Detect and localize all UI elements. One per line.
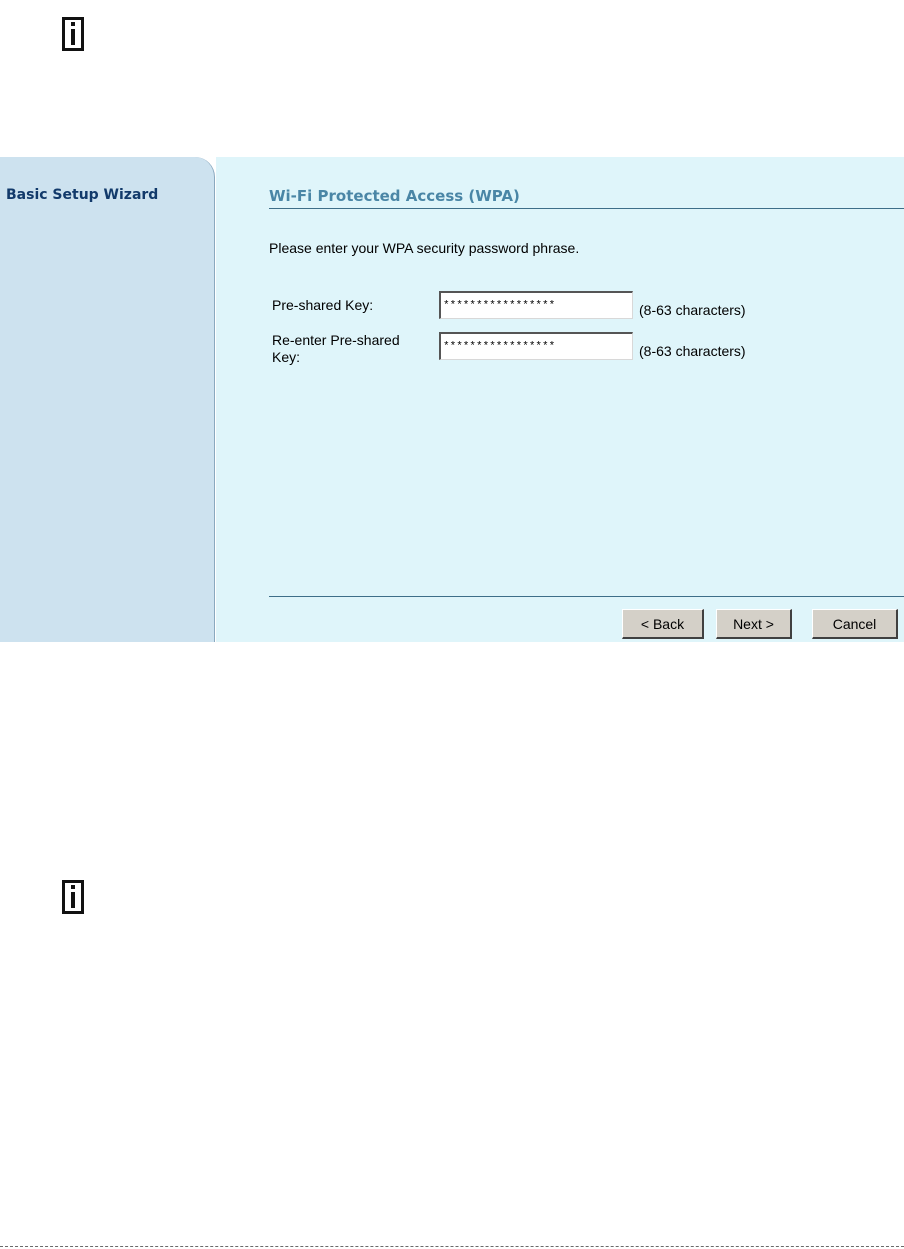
re-enter-key-input[interactable] (439, 332, 633, 360)
pre-shared-key-hint: (8-63 characters) (639, 302, 746, 318)
wizard-content (216, 157, 904, 642)
page-title: Wi-Fi Protected Access (WPA) (269, 187, 520, 205)
page-footer-divider (0, 1246, 904, 1247)
pre-shared-key-label: Pre-shared Key: (272, 297, 374, 313)
next-button[interactable]: Next > (716, 609, 792, 639)
pre-shared-key-input[interactable] (439, 291, 633, 319)
re-enter-key-label: Re-enter Pre-shared Key: (272, 332, 400, 365)
info-note-icon (62, 880, 84, 914)
back-button[interactable]: < Back (622, 609, 704, 639)
title-divider (269, 208, 904, 209)
re-enter-key-hint: (8-63 characters) (639, 343, 746, 359)
sidebar (0, 157, 215, 642)
instruction-text: Please enter your WPA security password phrase. (269, 240, 580, 256)
footer-divider (269, 596, 904, 597)
info-note-icon (62, 17, 84, 51)
cancel-button[interactable]: Cancel (812, 609, 898, 639)
sidebar-title[interactable]: Basic Setup Wizard (6, 187, 159, 203)
wizard-screenshot (0, 157, 904, 642)
